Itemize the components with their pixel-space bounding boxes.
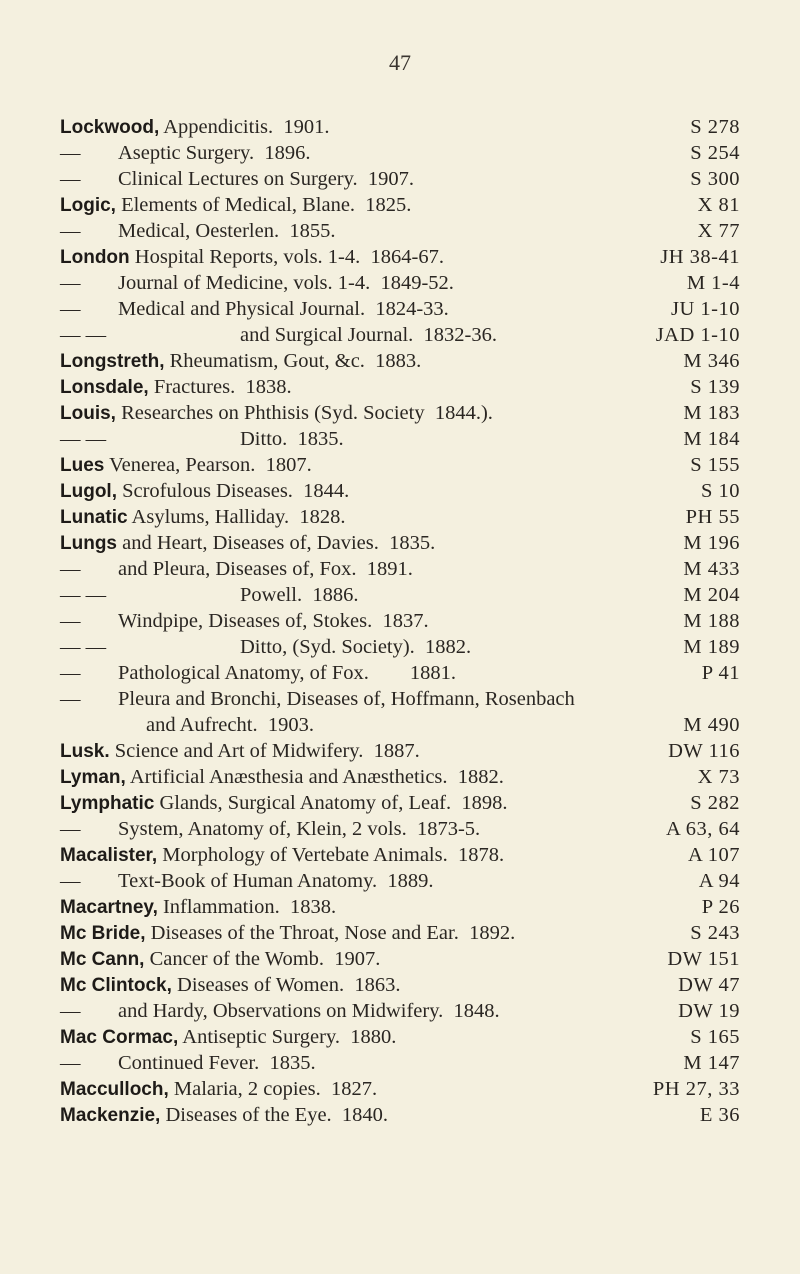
entry-text	[146, 712, 314, 738]
catalog-entry	[60, 816, 740, 842]
catalog-entry	[60, 478, 740, 504]
entry-title: Fractures. 1838.	[148, 376, 292, 398]
entry-text	[60, 972, 400, 999]
entry-text	[60, 218, 335, 244]
entry-text	[60, 1024, 396, 1051]
catalog-entry	[60, 660, 740, 686]
catalog-entry	[60, 400, 740, 426]
entry-title: Glands, Surgical Anatomy of, Leaf. 1898.	[154, 792, 508, 814]
catalog-entry	[60, 1102, 740, 1128]
catalog-entry	[60, 790, 740, 816]
entry-title: Pathological Anatomy, of Fox. 1881.	[118, 662, 457, 684]
entry-title: Elements of Medical, Blane. 1825.	[115, 194, 412, 216]
shelf-mark: DW 116	[668, 740, 740, 762]
entry-heading: Logic,	[60, 195, 116, 216]
entry-text	[60, 426, 344, 452]
catalog-entry	[60, 192, 740, 218]
shelf-mark: X 77	[697, 220, 740, 242]
entry-title: Diseases of the Throat, Nose and Ear. 1892.	[145, 922, 516, 944]
shelf-mark: X 81	[697, 194, 740, 216]
entry-heading: Mackenzie,	[60, 1105, 161, 1126]
entry-title: Appendicitis. 1901.	[159, 116, 330, 138]
entry-title: Artificial Anæsthesia and Anæsthetics. 1882.	[125, 766, 504, 788]
catalog-entry	[60, 764, 740, 790]
entry-heading: Macartney,	[60, 897, 158, 918]
entry-title: Journal of Medicine, vols. 1-4. 1849-52.	[118, 272, 454, 294]
entry-text	[60, 166, 414, 192]
entry-title: Cancer of the Womb. 1907.	[144, 948, 381, 970]
shelf-mark: PH 55	[685, 506, 740, 528]
entry-title: Malaria, 2 copies. 1827.	[168, 1078, 378, 1100]
ditto-dash: —	[60, 142, 81, 164]
catalog-entry	[60, 166, 740, 192]
entry-heading: Macculloch,	[60, 1079, 169, 1100]
entry-text	[60, 400, 493, 427]
entry-title: Continued Fever. 1835.	[118, 1052, 316, 1074]
shelf-mark: DW 151	[667, 948, 740, 970]
entry-title: Powell. 1886.	[240, 584, 359, 606]
ditto-dash: —	[60, 272, 81, 294]
shelf-mark: A 63, 64	[665, 818, 740, 840]
shelf-mark: JU 1-10	[671, 298, 740, 320]
entry-text	[60, 530, 435, 557]
entry-title: Pleura and Bronchi, Diseases of, Hoffmann, Rosenbach	[118, 688, 575, 710]
entry-title: Antiseptic Surgery. 1880.	[178, 1026, 397, 1048]
catalog-entry	[60, 322, 740, 348]
catalog-entry	[60, 998, 740, 1024]
catalog-entry	[60, 452, 740, 478]
entry-text	[60, 296, 449, 322]
shelf-mark: JAD 1-10	[655, 324, 740, 346]
entry-title: Windpipe, Diseases of, Stokes. 1837.	[118, 610, 429, 632]
entry-title: and Hardy, Observations on Midwifery. 1848.	[118, 1000, 500, 1022]
catalog-entry	[60, 1024, 740, 1050]
catalog-entry	[60, 556, 740, 582]
ditto-dash: — —	[60, 636, 107, 658]
entry-text	[60, 140, 310, 166]
catalog-entry	[60, 348, 740, 374]
shelf-mark: M 188	[683, 610, 740, 632]
ditto-dash: — —	[60, 324, 107, 346]
entry-title: Ditto. 1835.	[240, 428, 344, 450]
entry-title: Text-Book of Human Anatomy. 1889.	[118, 870, 434, 892]
entry-text	[60, 842, 504, 869]
entry-title: Science and Art of Midwifery. 1887.	[109, 740, 420, 762]
entry-text	[60, 1050, 316, 1076]
entry-title: Aseptic Surgery. 1896.	[118, 142, 311, 164]
entry-text	[60, 556, 413, 582]
catalog-list	[60, 114, 740, 1128]
entry-text	[60, 452, 312, 479]
catalog-entry	[60, 686, 740, 712]
entry-title: and Heart, Diseases of, Davies. 1835.	[117, 532, 436, 554]
entry-title: and Aufrecht. 1903.	[146, 714, 314, 736]
entry-heading: Mc Bride,	[60, 923, 146, 944]
shelf-mark: P 26	[701, 896, 740, 918]
entry-title: Researches on Phthisis (Syd. Society 1844.).	[115, 402, 493, 424]
entry-heading: Mc Cann,	[60, 949, 145, 970]
entry-heading: Lusk.	[60, 741, 110, 762]
entry-title: System, Anatomy of, Klein, 2 vols. 1873-5.	[118, 818, 481, 840]
entry-text	[60, 738, 420, 765]
ditto-dash: —	[60, 662, 81, 684]
ditto-dash: —	[60, 818, 81, 840]
entry-text	[60, 920, 515, 947]
ditto-dash: —	[60, 298, 81, 320]
shelf-mark: M 189	[683, 636, 740, 658]
entry-heading: Lunatic	[60, 507, 128, 528]
shelf-mark: S 10	[700, 480, 740, 502]
catalog-entry	[60, 296, 740, 322]
entry-title: Ditto, (Syd. Society). 1882.	[240, 636, 472, 658]
entry-heading: London	[60, 247, 130, 268]
entry-title: Clinical Lectures on Surgery. 1907.	[118, 168, 415, 190]
catalog-entry	[60, 1076, 740, 1102]
entry-text	[60, 114, 330, 141]
catalog-entry	[60, 1050, 740, 1076]
shelf-mark: JH 38-41	[660, 246, 740, 268]
shelf-mark: S 165	[690, 1026, 740, 1048]
shelf-mark: M 490	[683, 714, 740, 736]
entry-text	[60, 478, 349, 505]
entry-title: Venerea, Pearson. 1807.	[104, 454, 312, 476]
shelf-mark: M 183	[683, 402, 740, 424]
catalog-entry	[60, 946, 740, 972]
catalog-entry	[60, 244, 740, 270]
entry-text	[60, 322, 497, 348]
catalog-entry	[60, 426, 740, 452]
shelf-mark: S 300	[690, 168, 740, 190]
catalog-entry	[60, 530, 740, 556]
entry-title: Hospital Reports, vols. 1-4. 1864-67.	[129, 246, 444, 268]
shelf-mark: M 184	[683, 428, 740, 450]
shelf-mark: M 346	[683, 350, 740, 372]
entry-heading: Lockwood,	[60, 117, 160, 138]
entry-heading: Lungs	[60, 533, 117, 554]
entry-heading: Louis,	[60, 403, 116, 424]
entry-heading: Mac Cormac,	[60, 1027, 179, 1048]
entry-text	[60, 868, 434, 894]
entry-text	[60, 634, 471, 660]
entry-title: Medical and Physical Journal. 1824-33.	[118, 298, 449, 320]
entry-heading: Mc Clintock,	[60, 975, 172, 996]
entry-title: Medical, Oesterlen. 1855.	[118, 220, 336, 242]
catalog-entry	[60, 738, 740, 764]
ditto-dash: —	[60, 870, 81, 892]
catalog-entry	[60, 140, 740, 166]
shelf-mark: M 433	[683, 558, 740, 580]
entry-title: Morphology of Vertebate Animals. 1878.	[157, 844, 505, 866]
entry-title: and Pleura, Diseases of, Fox. 1891.	[118, 558, 413, 580]
catalog-entry	[60, 868, 740, 894]
catalog-entry	[60, 634, 740, 660]
catalog-entry	[60, 712, 740, 738]
entry-title: Asylums, Halliday. 1828.	[127, 506, 346, 528]
entry-title: Inflammation. 1838.	[157, 896, 337, 918]
entry-title: and Surgical Journal. 1832-36.	[240, 324, 497, 346]
entry-title: Diseases of the Eye. 1840.	[160, 1104, 389, 1126]
shelf-mark: X 73	[697, 766, 740, 788]
entry-text	[60, 686, 575, 712]
entry-text	[60, 660, 456, 686]
entry-heading: Longstreth,	[60, 351, 165, 372]
entry-title: Rheumatism, Gout, &c. 1883.	[164, 350, 422, 372]
entry-text	[60, 764, 504, 791]
catalog-entry	[60, 920, 740, 946]
shelf-mark: M 147	[683, 1052, 740, 1074]
page-number: 47	[389, 50, 411, 75]
catalog-entry	[60, 582, 740, 608]
shelf-mark: S 139	[690, 376, 740, 398]
ditto-dash: —	[60, 168, 81, 190]
ditto-dash: —	[60, 610, 81, 632]
entry-title: Scrofulous Diseases. 1844.	[116, 480, 350, 502]
entry-text	[60, 582, 358, 608]
shelf-mark: S 282	[690, 792, 740, 814]
entry-text	[60, 1076, 377, 1103]
catalog-entry	[60, 270, 740, 296]
entry-text	[60, 192, 411, 219]
catalog-entry	[60, 972, 740, 998]
entry-text	[60, 790, 508, 817]
entry-text	[60, 348, 421, 375]
entry-heading: Macalister,	[60, 845, 158, 866]
shelf-mark: DW 47	[678, 974, 740, 996]
entry-text	[60, 1102, 388, 1129]
entry-text	[60, 608, 429, 634]
catalog-entry	[60, 114, 740, 140]
shelf-mark: M 196	[683, 532, 740, 554]
shelf-mark: DW 19	[678, 1000, 740, 1022]
shelf-mark: A 107	[687, 844, 740, 866]
entry-heading: Lugol,	[60, 481, 117, 502]
ditto-dash: —	[60, 1052, 81, 1074]
ditto-dash: — —	[60, 428, 107, 450]
catalog-entry	[60, 894, 740, 920]
ditto-dash: —	[60, 558, 81, 580]
shelf-mark: E 36	[699, 1104, 740, 1126]
shelf-mark: PH 27, 33	[652, 1078, 740, 1100]
catalog-entry	[60, 374, 740, 400]
ditto-dash: —	[60, 688, 81, 710]
entry-title: Diseases of Women. 1863.	[171, 974, 401, 996]
shelf-mark: A 94	[698, 870, 740, 892]
entry-text	[60, 998, 500, 1024]
entry-text	[60, 504, 345, 531]
entry-heading: Lymphatic	[60, 793, 155, 814]
catalog-entry	[60, 842, 740, 868]
catalog-entry	[60, 218, 740, 244]
entry-heading: Lues	[60, 455, 105, 476]
shelf-mark: S 254	[690, 142, 740, 164]
catalog-entry	[60, 608, 740, 634]
shelf-mark: P 41	[701, 662, 740, 684]
entry-text	[60, 244, 444, 271]
entry-heading: Lonsdale,	[60, 377, 149, 398]
shelf-mark: S 278	[690, 116, 740, 138]
shelf-mark: S 243	[690, 922, 740, 944]
entry-text	[60, 946, 380, 973]
entry-text	[60, 374, 292, 401]
catalog-entry	[60, 504, 740, 530]
entry-heading: Lyman,	[60, 767, 126, 788]
shelf-mark: M 204	[683, 584, 740, 606]
shelf-mark: S 155	[690, 454, 740, 476]
entry-text	[60, 894, 336, 921]
ditto-dash: —	[60, 220, 81, 242]
ditto-dash: — —	[60, 584, 107, 606]
shelf-mark: M 1-4	[686, 272, 740, 294]
entry-text	[60, 270, 454, 296]
entry-text	[60, 816, 480, 842]
ditto-dash: —	[60, 1000, 81, 1022]
